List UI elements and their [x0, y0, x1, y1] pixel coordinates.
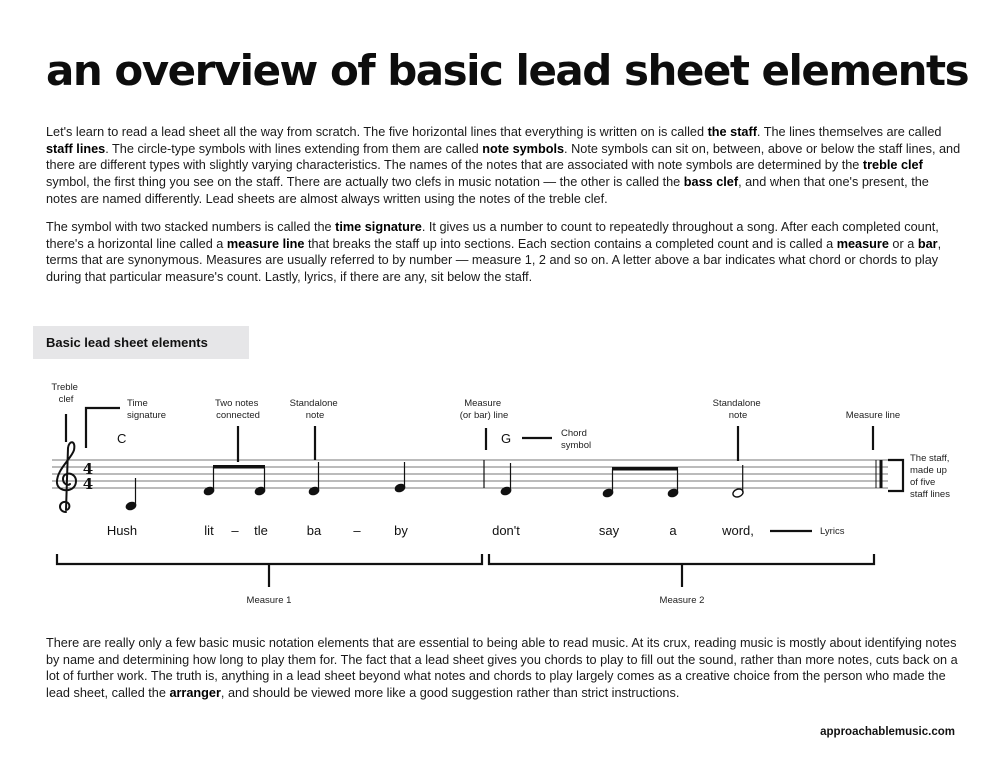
- text-run: , and should be viewed more like a good suggestion rather than strict instructions.: [220, 686, 680, 701]
- lyric-hyphen: –: [353, 523, 361, 538]
- lyric-syllable: by: [394, 523, 408, 538]
- lyric-syllable: say: [598, 523, 620, 538]
- chord-c: C: [117, 431, 127, 446]
- text-run: Let's learn to read a lead sheet all the way from scratch. The five horizontal lines that everything is written on is called: [46, 125, 708, 139]
- text-run: , and when that one's present, the notes are named differently. Lead sheets are almost always written using the notes of the treble clef.: [46, 175, 929, 206]
- key-term: bass clef: [683, 175, 739, 190]
- label-measure-bar-line: Measure (or bar) line: [459, 398, 509, 421]
- lyric-syllable: word,: [722, 523, 754, 538]
- text-run: symbol, the first thing you see on the staff. There are actually two clefs in music notation — the other is called the: [46, 175, 684, 190]
- key-term: measure line: [226, 236, 305, 251]
- notes-measure-1: [125, 462, 406, 511]
- text-run: . Note symbols can sit on, between, above or below the staff lines, and there are different types with slightly varying characteristics. The names of the notes that are associated with note symbols are determined by the: [46, 141, 961, 173]
- callout-lines: [57, 408, 903, 587]
- key-term: note symbols: [482, 141, 565, 156]
- label-measure-line: Measure line: [845, 410, 901, 421]
- diagram-panel-label: Basic lead sheet elements: [33, 326, 249, 359]
- lyric-syllable: lit: [204, 523, 214, 538]
- chord-g: G: [501, 431, 512, 446]
- key-term: bar: [917, 236, 938, 251]
- label-measure-2: Measure 2: [659, 595, 705, 606]
- lyric-syllable: tle: [254, 523, 268, 538]
- text-run: or a: [888, 236, 918, 251]
- time-signature-top: 4: [82, 460, 94, 478]
- label-lyrics: Lyrics: [820, 526, 845, 537]
- key-term: measure: [836, 236, 889, 251]
- label-measure-1: Measure 1: [246, 595, 292, 606]
- text-run: . The circle-type symbols with lines extending from them are called: [105, 141, 483, 156]
- label-staff: The staff, made up of five staff lines: [910, 453, 950, 500]
- site-url: approachablemusic.com: [820, 726, 955, 738]
- key-term: time signature: [335, 220, 422, 234]
- label-time-signature: Time signature: [127, 398, 167, 421]
- key-term: treble clef: [862, 158, 923, 173]
- label-treble-clef: Treble clef: [51, 382, 78, 405]
- lyric-syllable: Hush: [106, 523, 138, 538]
- page-title: an overview of basic lead sheet elements: [46, 46, 969, 95]
- text-run: , terms that are synonymous. Measures are usually referred to by number — measure 1, 2 and so on. A letter above a bar indicates what chord or chords to play during that particular measure's count. Lastly, lyrics, if there are any, sit below the staff.: [46, 236, 942, 285]
- staff: [52, 460, 888, 488]
- label-chord-symbol: Chord symbol: [561, 428, 592, 451]
- closing-paragraph: [46, 635, 961, 702]
- treble-clef-icon: [57, 442, 76, 512]
- label-two-notes-connected: Two notes connected: [215, 398, 260, 421]
- label-standalone-note-2: Standalone note: [712, 398, 761, 421]
- lyric-syllable: don't: [492, 523, 520, 538]
- time-signature-bottom: 4: [82, 475, 94, 493]
- key-term: arranger: [169, 686, 221, 701]
- key-term: the staff: [707, 125, 757, 139]
- text-run: . The lines themselves are called: [756, 125, 942, 139]
- lyric-syllable: a: [669, 523, 677, 538]
- key-term: staff lines: [46, 141, 106, 156]
- text-run: . It gives us a number to count to repeatedly throughout a song. After each completed count, there's a horizontal line called a: [46, 220, 939, 251]
- lyric-hyphen: –: [231, 523, 239, 538]
- lyrics: [107, 523, 754, 538]
- text-run: that breaks the staff up into sections. Each section contains a completed count and is called a: [304, 236, 837, 251]
- text-run: The symbol with two stacked numbers is called the: [46, 220, 336, 234]
- label-standalone-note-1: Standalone note: [289, 398, 338, 421]
- text-run: There are really only a few basic music notation elements that are essential to being able to read music. At its crux, reading music is mostly about identifying notes by name and determining how long to play them for. The fact that a lead sheet gives you chords to play to fill out the sound, rather than more notes, cuts back on a lot of further work. The truth is, anything in a lead sheet beyond what notes and chords to play largely comes as a creative choice from the person who made the lead sheet, called the: [46, 636, 958, 701]
- lyric-syllable: ba: [306, 523, 322, 538]
